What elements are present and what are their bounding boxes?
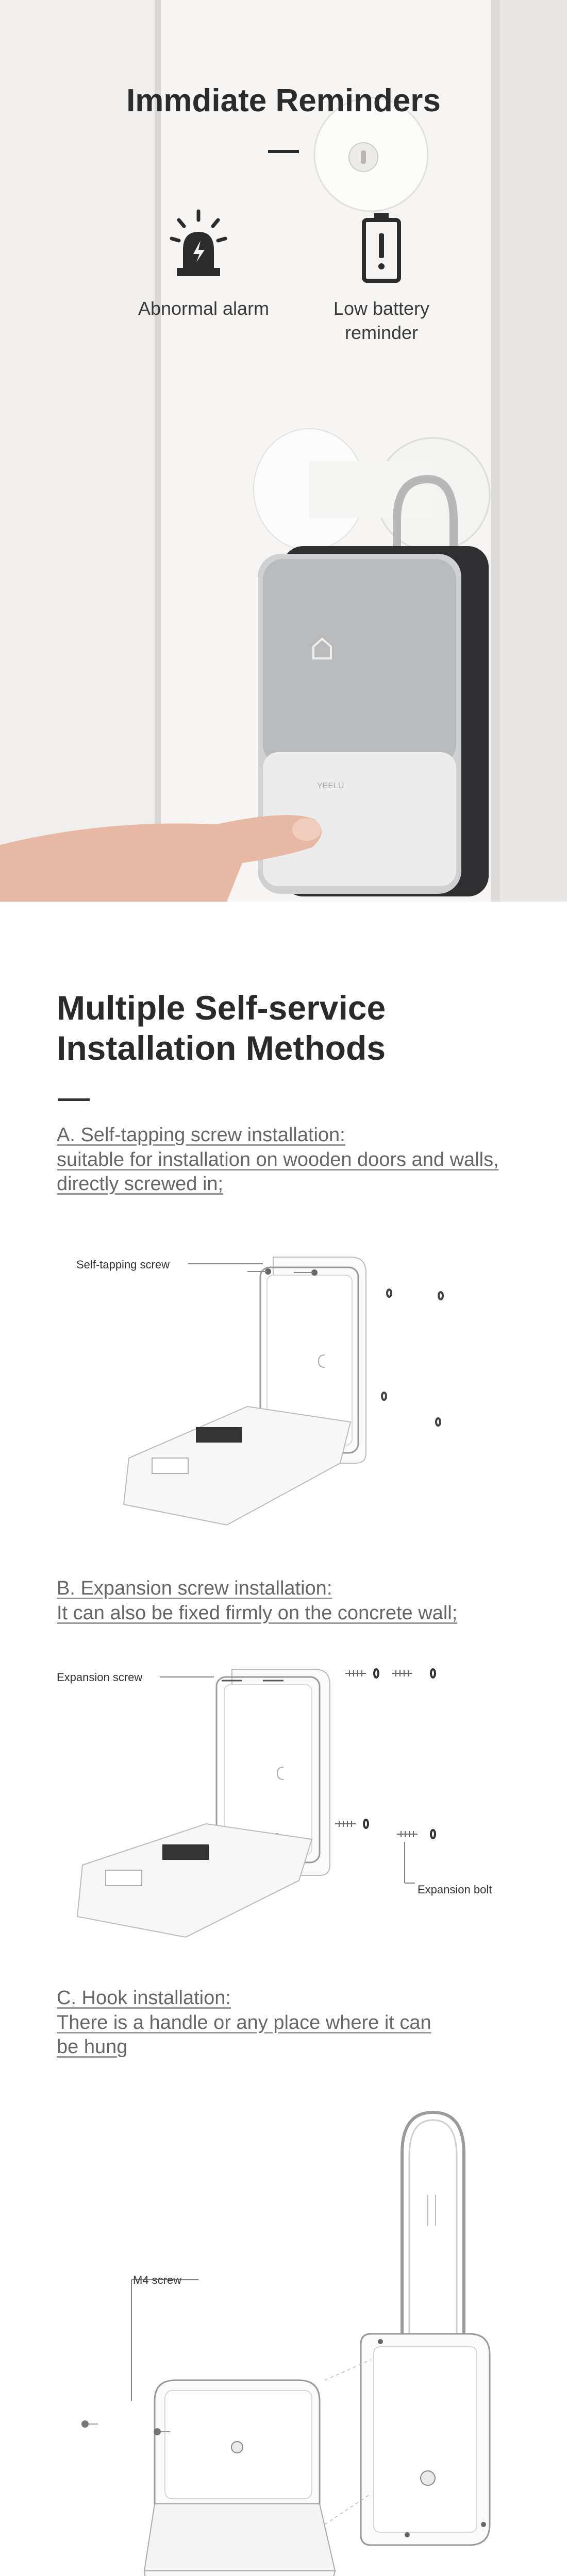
title-divider [268,150,299,153]
method-b-text [57,1577,521,1625]
method-b-heading: B. Expansion screw installation: [57,1578,332,1599]
hero-section [0,0,567,902]
method-a-heading: A. Self-tapping screw installation: [57,1124,345,1146]
feature-label-battery: Low battery reminder [333,298,430,343]
section-title-line1: Multiple Self-service [57,989,386,1027]
method-c-diagram [67,2092,505,2576]
alarm-icon [168,209,229,286]
method-c-heading: C. Hook installation: [57,1987,231,2009]
hero-photo [0,0,567,902]
method-c-text [57,1986,448,2060]
method-b-description: It can also be fixed firmly on the concrete wall; [57,1602,458,1624]
feature-label-alarm: Abnormal alarm [138,298,270,319]
callout-m4-screw: M4 screw [133,2274,182,2286]
section-title [57,988,521,1069]
section-divider [58,1098,90,1101]
method-b-diagram [77,1649,459,1937]
method-c-description: There is a handle or any place where it can be hung [57,2011,431,2058]
callout-expansion-screw: Expansion screw [57,1671,143,1684]
callout-self-tapping-screw: Self-tapping screw [76,1258,170,1271]
section-title-line2: Installation Methods [57,1028,386,1067]
hero-title: Immdiate Reminders [126,83,441,118]
method-a-text [57,1123,500,1197]
low-battery-icon [351,209,412,286]
method-a-description: suitable for installation on wooden doors and walls, directly screwed in; [57,1148,499,1195]
callout-expansion-bolt: Expansion bolt [418,1883,492,1896]
device-logo: YEELU [317,782,344,790]
method-a-diagram [103,1236,474,1525]
